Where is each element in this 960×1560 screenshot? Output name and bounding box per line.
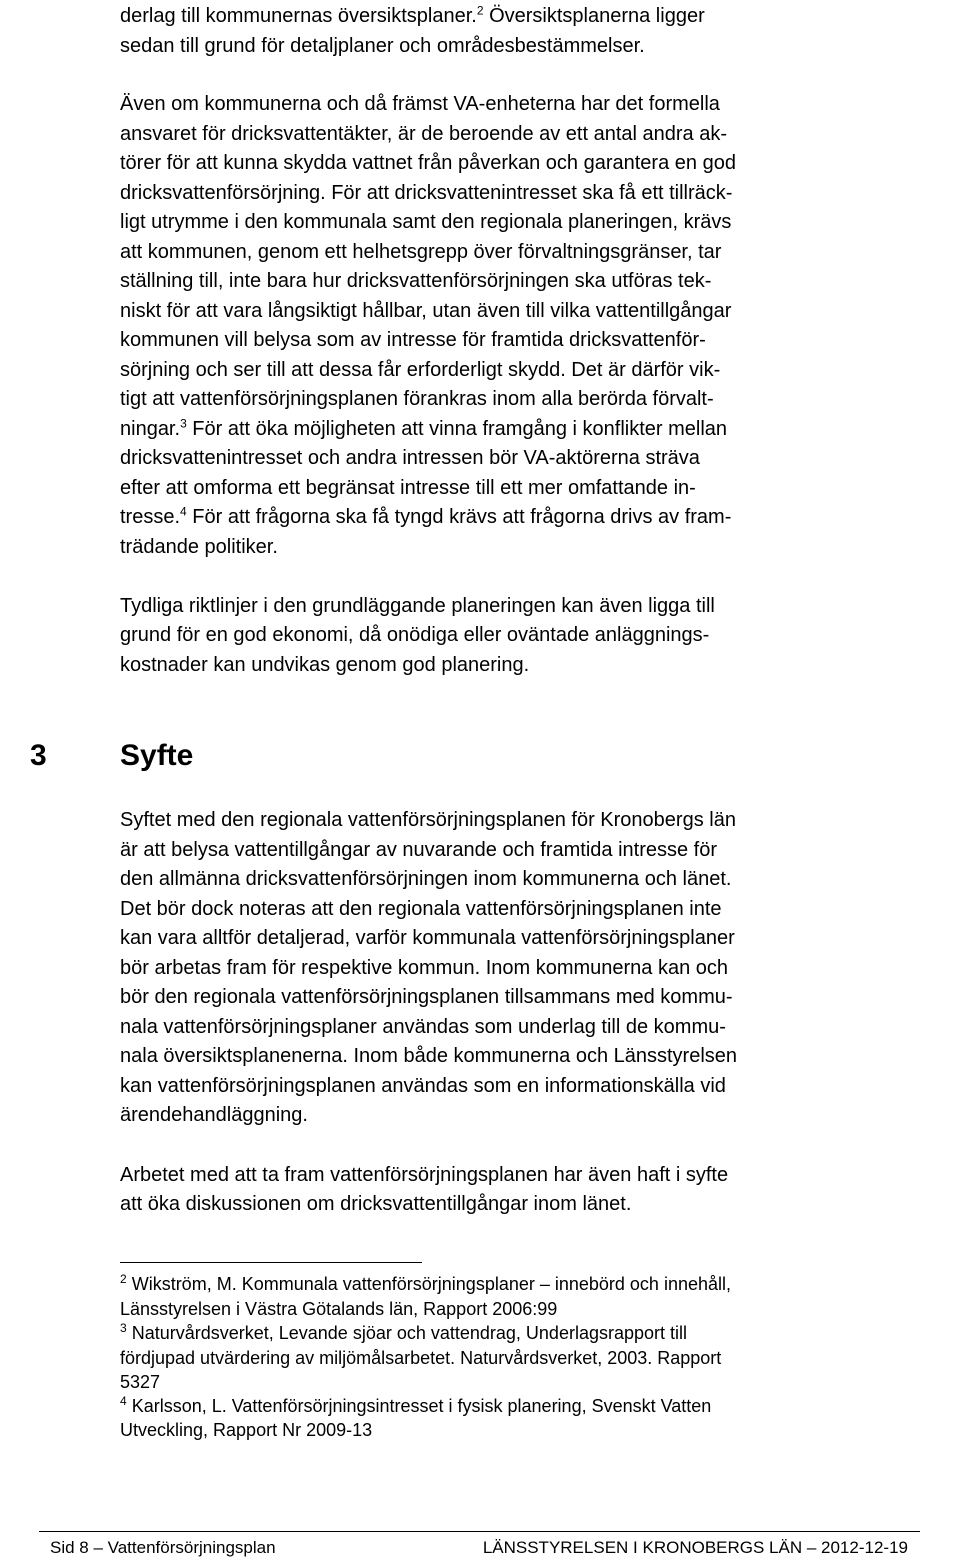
body-text-line: ställning till, inte bara hur dricksvattenförsörjningen ska utföras tek-	[120, 270, 712, 292]
footer-right: LÄNSSTYRELSEN I KRONOBERGS LÄN – 2012-12-19	[482, 1538, 908, 1557]
footnote-3: $^3$ Naturvårdsverket, Levande sjöar och vattendrag, Underlagsrapport till	[120, 1321, 687, 1343]
body-text-line: ansvaret för dricksvattentäkter, är de beroende av ett antal andra ak-	[120, 123, 728, 145]
footnote-2: $^2$ Wikström, M. Kommunala vattenförsörjningsplaner – innebörd och innehåll,	[120, 1272, 731, 1294]
body-text-line: kan vattenförsörjningsplanen användas som en informationskälla vid	[120, 1075, 726, 1097]
body-text-line: ligt utrymme i den kommunala samt den regionala planeringen, krävs	[120, 211, 732, 233]
body-text-line: sedan till grund för detaljplaner och områdesbestämmelser.	[120, 35, 645, 57]
body-text-line: bör arbetas fram för respektive kommun. Inom kommunerna kan och	[120, 957, 729, 979]
body-text-line: Tydliga riktlinjer i den grundläggande planeringen kan även ligga till	[120, 595, 715, 617]
body-text-line: sörjning och ser till att dessa får erforderligt skydd. Det är därför vik-	[120, 359, 721, 381]
footnote-3-line: fördjupad utvärdering av miljömålsarbetet. Naturvårdsverket, 2003. Rapport	[120, 1348, 722, 1368]
body-text-line: Även om kommunerna och då främst VA-enheterna har det formella	[120, 93, 720, 115]
body-text-line: den allmänna dricksvattenförsörjningen inom kommunerna och länet.	[120, 868, 732, 890]
footer-left: Sid 8 – Vattenförsörjningsplan	[50, 1538, 276, 1557]
body-text-line: törer för att kunna skydda vattnet från påverkan och garantera en god	[120, 152, 736, 174]
footnote-4-line: Utveckling, Rapport Nr 2009-13	[120, 1420, 373, 1440]
body-text-line: dricksvattenintresset och andra intressen bör VA-aktörerna sträva	[120, 447, 700, 469]
body-text-line: ärendehandläggning.	[120, 1104, 308, 1126]
footer-divider	[39, 1531, 920, 1532]
body-text-line: kostnader kan undvikas genom god planering.	[120, 654, 530, 676]
body-text-line: kommunen vill belysa som av intresse för framtida dricksvattenför-	[120, 329, 706, 351]
body-text-line: nala vattenförsörjningsplaner användas som underlag till de kommu-	[120, 1016, 726, 1038]
body-text-line: att kommunen, genom ett helhetsgrepp över förvaltningsgränser, tar	[120, 241, 722, 263]
footnote-ref[interactable]: 3	[180, 416, 187, 431]
section-number: 3	[30, 739, 47, 772]
body-text-line: dricksvattenförsörjning. För att dricksvattenintresset ska få ett tillräck-	[120, 182, 733, 204]
body-text-line: ningar.$^3$ För att öka möjligheten att vinna framgång i konflikter mellan	[120, 416, 728, 440]
footnote-number: 3	[120, 1321, 127, 1335]
footnote-4: $^4$ Karlsson, L. Vattenförsörjningsintresset i fysisk planering, Svenskt Vatten	[120, 1394, 712, 1416]
body-text-line: att öka diskussionen om dricksvattentillgångar inom länet.	[120, 1193, 632, 1215]
body-text-line: Arbetet med att ta fram vattenförsörjningsplanen har även haft i syfte	[120, 1164, 729, 1186]
footnote-number: 2	[120, 1272, 127, 1286]
footnote-ref[interactable]: 4	[180, 504, 187, 519]
footnote-divider	[120, 1262, 422, 1263]
body-text-line: tigt att vattenförsörjningsplanen förankras inom alla berörda förvalt-	[120, 388, 714, 410]
body-text-line: trädande politiker.	[120, 536, 278, 558]
footnote-3-line: 5327	[120, 1372, 161, 1392]
footnote-2-line: Länsstyrelsen i Västra Götalands län, Rapport 2006:99	[120, 1299, 558, 1319]
body-text-line: är att belysa vattentillgångar av nuvarande och framtida intresse för	[120, 839, 717, 861]
body-text-line: derlag till kommunernas översiktsplaner.$^2$ Översiktsplanerna ligger	[120, 3, 705, 27]
body-text-line: grund för en god ekonomi, då onödiga eller oväntade anläggnings-	[120, 624, 710, 646]
footnote-number: 4	[120, 1394, 127, 1408]
body-text-line: bör den regionala vattenförsörjningsplanen tillsammans med kommu-	[120, 986, 733, 1008]
footnote-ref[interactable]: 2	[476, 3, 484, 18]
body-text-line: tresse.$^4$ För att frågorna ska få tyngd krävs att frågorna drivs av fram-	[120, 504, 732, 528]
body-text-line: Det bör dock noteras att den regionala vattenförsörjningsplanen inte	[120, 898, 722, 920]
body-text-line: nala översiktsplanenerna. Inom både kommunerna och Länsstyrelsen	[120, 1045, 738, 1067]
section-title: Syfte	[120, 739, 194, 772]
body-text-line: efter att omforma ett begränsat intresse till ett mer omfattande in-	[120, 477, 696, 499]
body-text-line: Syftet med den regionala vattenförsörjningsplanen för Kronobergs län	[120, 809, 736, 831]
body-text-line: niskt för att vara långsiktigt hållbar, utan även till vilka vattentillgångar	[120, 300, 732, 322]
body-text-line: kan vara alltför detaljerad, varför kommunala vattenförsörjningsplaner	[120, 927, 735, 949]
